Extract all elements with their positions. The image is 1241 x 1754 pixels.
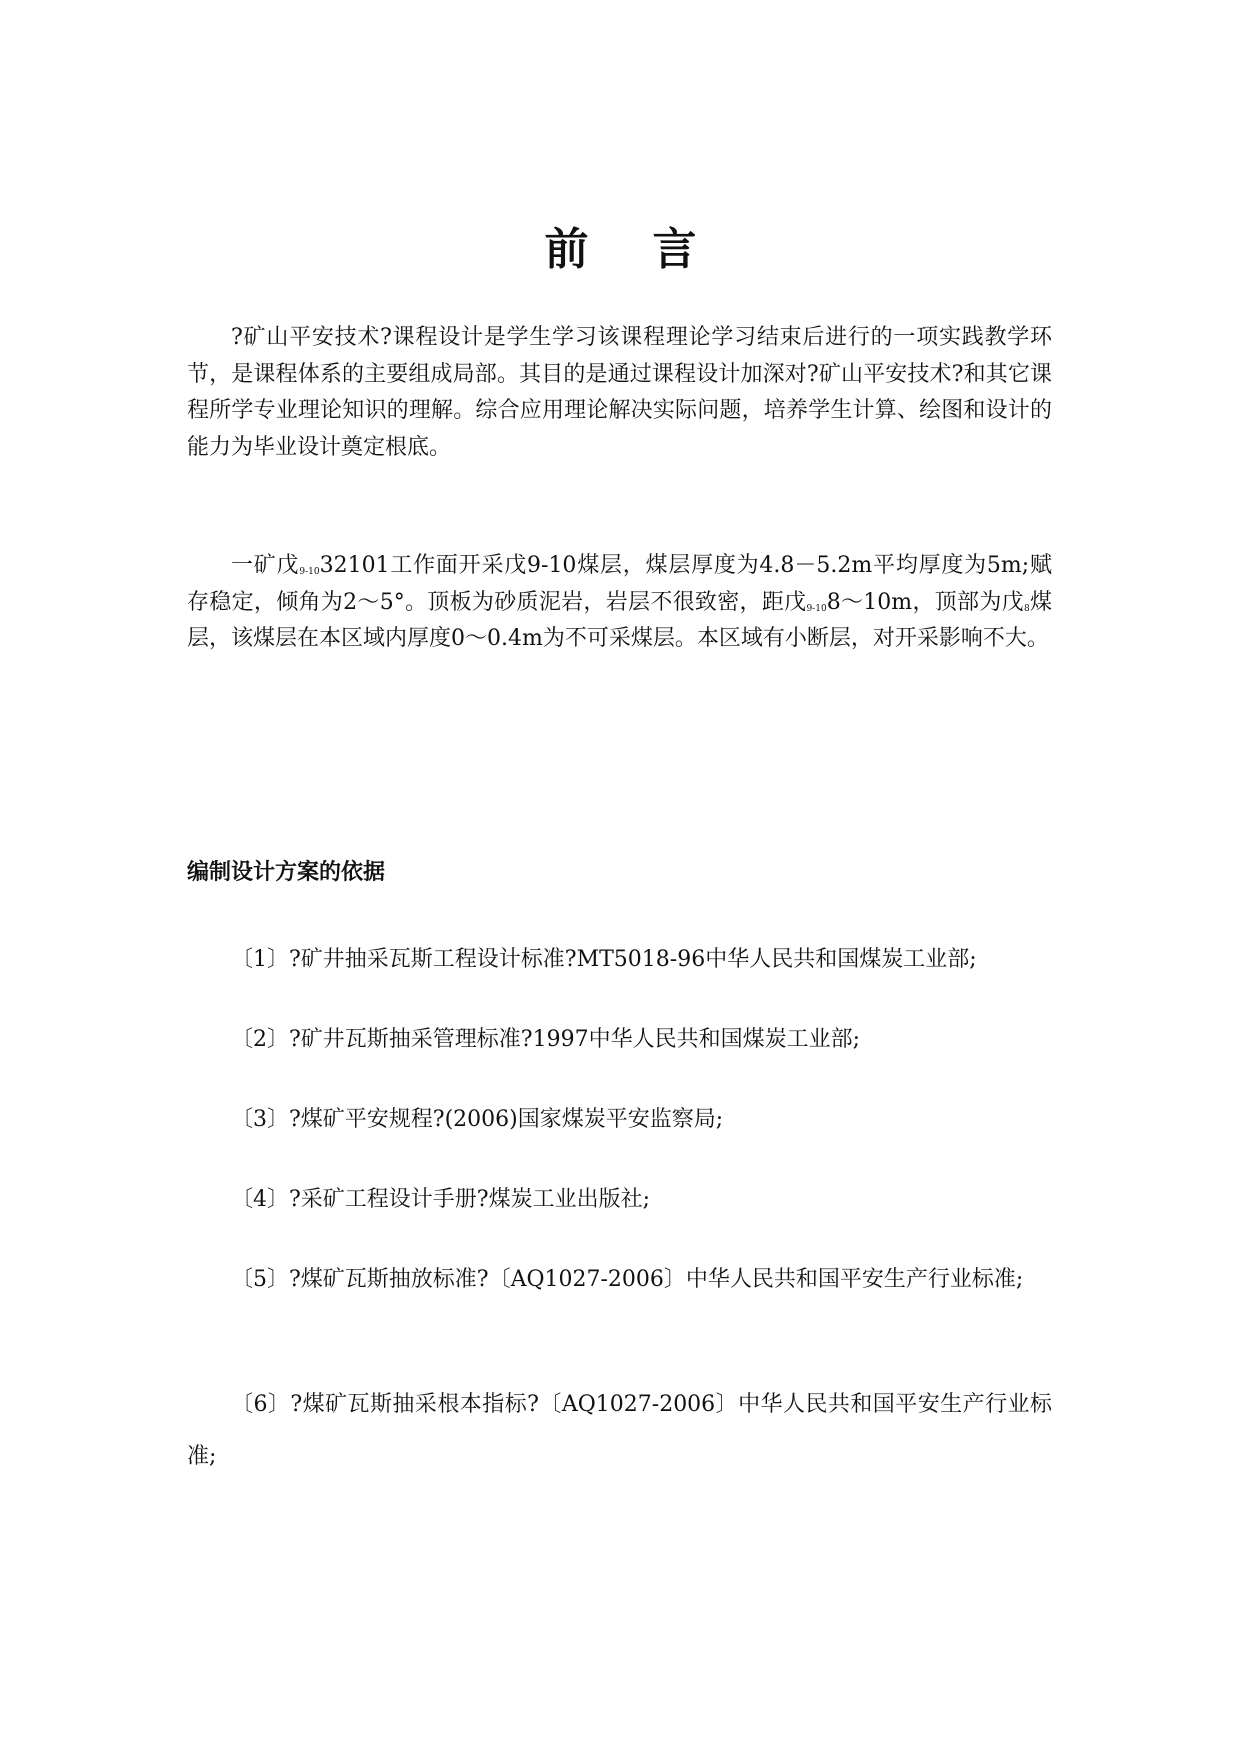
intro-paragraph: ?矿山平安技术?课程设计是学生学习该课程理论学习结束后进行的一项实践教学环节，是课程体系的主要组成局部。其目的是通过课程设计加深对?矿山平安技术?和其它课程所学专业理论知识的理解。综合应用理论解决实际问题，培养学生计算、绘图和设计的能力为毕业设计奠定根底。 — [187, 325, 1052, 460]
reference-item: 〔2〕?矿井瓦斯抽采管理标准?1997中华人民共和国煤炭工业部; — [231, 1027, 860, 1052]
page-title: 前言 — [544, 224, 761, 275]
reference-item: 〔6〕?煤矿瓦斯抽采根本指标?〔AQ1027-2006〕中华人民共和国平安生产行业标准; — [187, 1392, 1052, 1469]
reference-item: 〔3〕?煤矿平安规程?(2006)国家煤炭平安监察局; — [231, 1107, 724, 1132]
geology-text-3: 8～10m，顶部为戊 — [826, 589, 1024, 615]
geology-paragraph — [187, 548, 1052, 658]
geology-subscript-1: 9-10 — [299, 567, 320, 577]
reference-item: 〔5〕?煤矿瓦斯抽放标准?〔AQ1027-2006〕中华人民共和国平安生产行业标准; — [231, 1267, 1024, 1292]
reference-item: 〔4〕?采矿工程设计手册?煤炭工业出版社; — [231, 1187, 651, 1212]
references-heading: 编制设计方案的依据 — [187, 860, 386, 885]
reference-item: 〔1〕?矿井抽采瓦斯工程设计标准?MT5018-96中华人民共和国煤炭工业部; — [231, 947, 977, 972]
geology-text-2: 32101工作面开采戊9-10煤层，煤层厚度为4.8－5.2m平均厚度为5m;赋存稳定，倾角为2～5°。顶板为砂质泥岩，岩层不很致密，距戊 — [187, 553, 1052, 615]
geology-text-1: 一矿戊 — [231, 553, 300, 578]
geology-subscript-2: 9-10 — [806, 603, 827, 614]
geology-text-4: 煤层，该煤层在本区域内厚度0～0.4m为不可采煤层。本区域有小断层，对开采影响不大。 — [187, 589, 1052, 651]
geology-subscript-3: 8 — [1023, 603, 1030, 614]
